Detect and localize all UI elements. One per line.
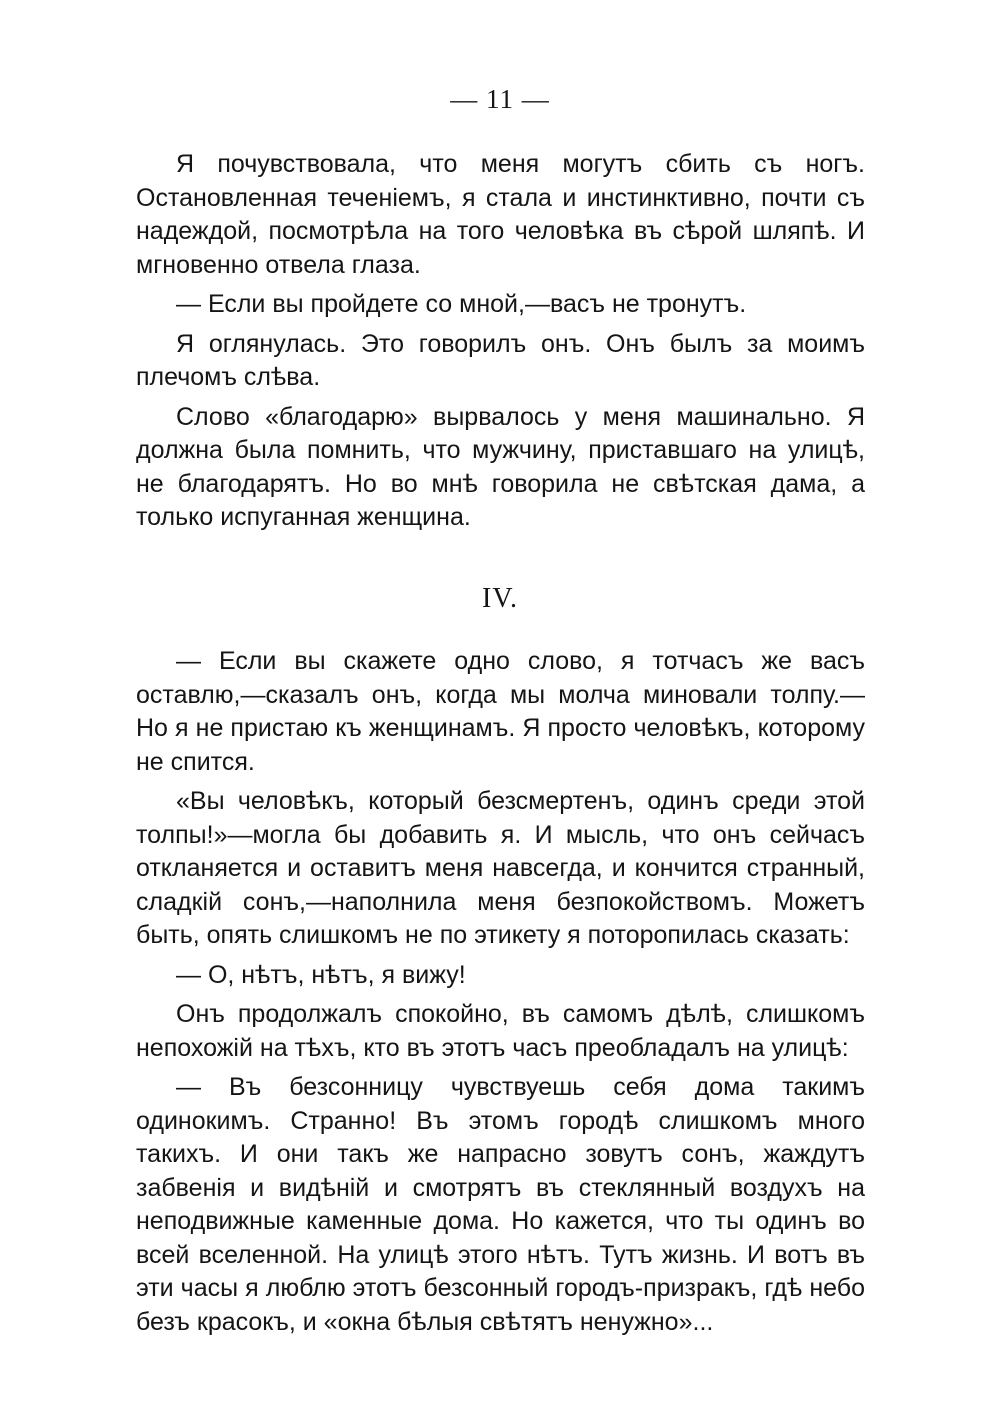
- paragraph: Я оглянулась. Это говорилъ онъ. Онъ былъ за моимъ плечомъ слѣва.: [136, 329, 865, 391]
- paragraph: — Если вы скажете одно слово, я тотчасъ же васъ оставлю,—сказалъ онъ, когда мы молча миновали толпу.— Но я не пристаю къ женщинамъ. Я просто человѣкъ, которому не спится.: [136, 647, 865, 776]
- text-block-before-heading: [136, 148, 865, 541]
- paragraph: — Если вы пройдете со мной,—васъ не тронутъ.: [176, 290, 747, 318]
- paragraph: — Въ безсонницу чувствуешь себя дома такимъ одинокимъ. Странно! Въ этомъ городѣ слишкомъ много такихъ. И они такъ же напрасно зовутъ сонъ, жаждутъ забвенія и видѣній и смотрятъ въ стеклянный воздухъ на неподвижные каменные дома. Но кажется, что ты одинъ во всей вселенной. На улицѣ этого нѣтъ. Тутъ жизнь. И вотъ въ эти часы я люблю этотъ безсонный городъ-призракъ, гдѣ небо безъ красокъ, и «окна бѣлыя свѣтятъ ненужно»...: [136, 1073, 865, 1336]
- paragraph: Слово «благодарю» вырвалось у меня машинально. Я должна была помнить, что мужчину, приставшаго на улицѣ, не благодарятъ. Но во мнѣ говорила не свѣтская дама, а только испуганная женщина.: [136, 402, 865, 531]
- section-heading: IV.: [482, 583, 518, 614]
- text-block-after-heading: [136, 645, 865, 1345]
- paragraph: — О, нѣтъ, нѣтъ, я вижу!: [176, 960, 466, 989]
- paragraph: Онъ продолжалъ спокойно, въ самомъ дѣлѣ, слишкомъ непохожій на тѣхъ, кто въ этотъ часъ преобладалъ на улицѣ:: [136, 1000, 865, 1062]
- page-number: — 11 —: [450, 84, 550, 114]
- paragraph: «Вы человѣкъ, который безсмертенъ, одинъ среди этой толпы!»—могла бы добавить я. И мысль, что онъ сейчасъ откланяется и оставитъ меня навсегда, и кончится странный, сладкій сонъ,—наполнила меня безпокойствомъ. Можетъ быть, опять слишкомъ не по этикету я поторопилась сказать:: [136, 787, 865, 949]
- paragraph: Я почувствовала, что меня могутъ сбить съ ногъ. Остановленная теченіемъ, я стала и инстинктивно, почти съ надеждой, посмотрѣла на того человѣка въ сѣрой шляпѣ. И мгновенно отвела глаза.: [136, 150, 865, 279]
